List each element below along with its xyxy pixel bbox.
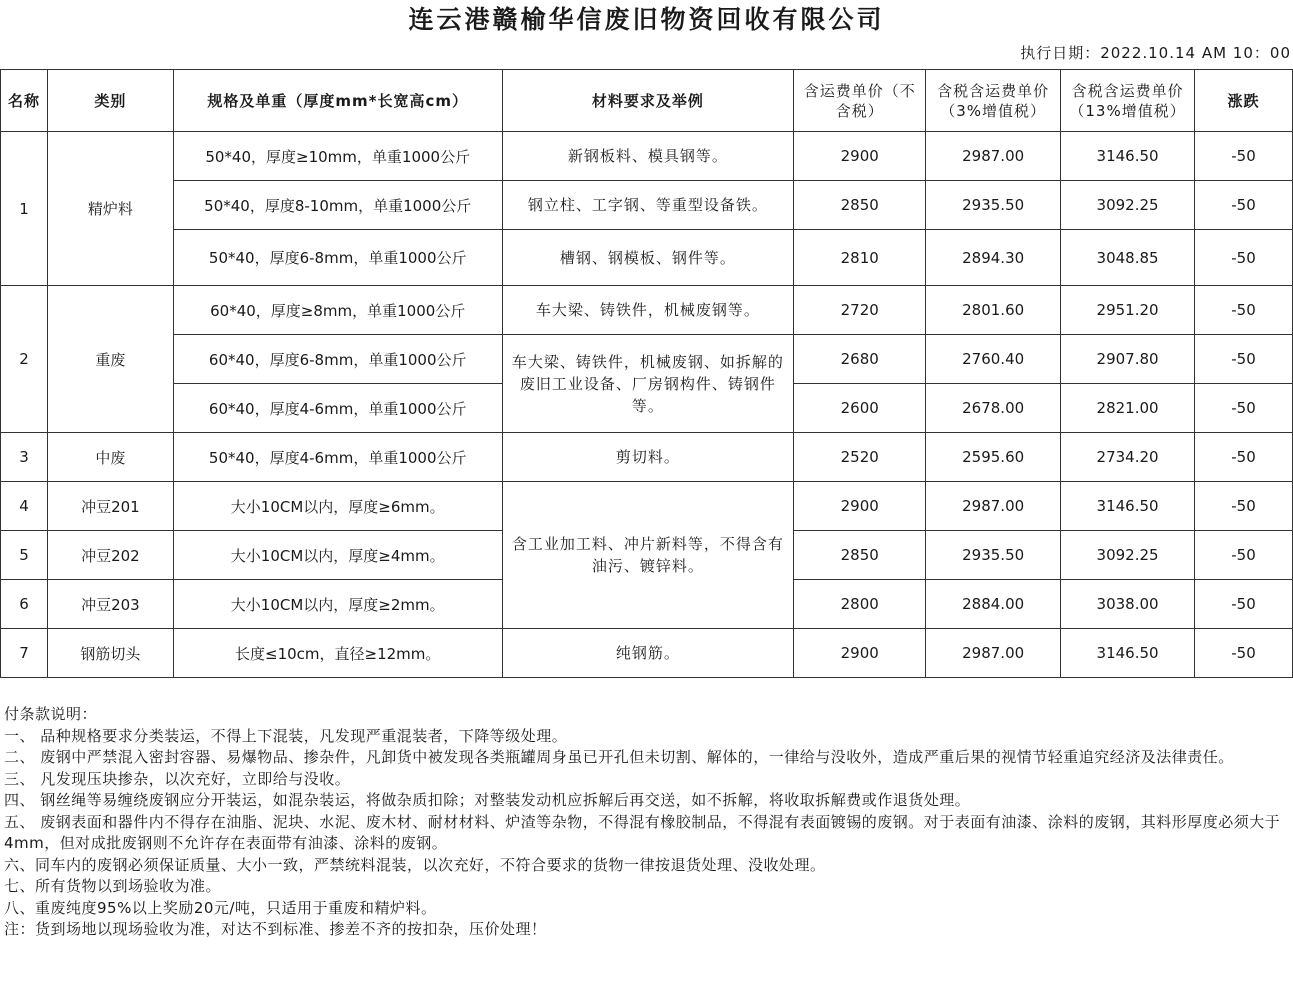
row-price-no-tax: 2850 — [794, 531, 926, 580]
row-price-3pct: 2894.30 — [926, 230, 1061, 286]
row-category: 钢筋切头 — [47, 629, 173, 678]
row-category: 精炉料 — [47, 132, 173, 286]
row-price-no-tax: 2900 — [794, 629, 926, 678]
row-requirement: 含工业加工料、冲片新料等，不得含有油污、镀锌料。 — [502, 482, 794, 629]
row-change: -50 — [1195, 384, 1293, 433]
note-item: 八、重废纯度95%以上奖励20元/吨，只适用于重废和精炉料。 — [4, 898, 437, 917]
note-item: 二、 废钢中严禁混入密封容器、易爆物品、掺杂件，凡卸货中被发现各类瓶罐周身虽已开孔但未切割、解体的，一律给与没收外，造成严重后果的视情节轻重追究经济及法律责任。 — [4, 748, 1234, 766]
company-title: 连云港赣榆华信废旧物资回收有限公司 — [408, 5, 885, 34]
row-change: -50 — [1195, 132, 1293, 181]
note-footer: 注：货到场地以现场验收为准，对达不到标准、掺差不齐的按扣杂，压价处理！ — [4, 920, 547, 938]
row-requirement: 车大梁、铸铁件，机械废钢、如拆解的废旧工业设备、厂房钢构件、铸钢件等。 — [502, 335, 794, 433]
row-price-3pct: 2987.00 — [926, 629, 1061, 678]
row-price-3pct: 2987.00 — [926, 482, 1061, 531]
row-spec: 60*40，厚度4-6mm，单重1000公斤 — [173, 384, 502, 433]
row-requirement: 新钢板料、模具钢等。 — [502, 132, 794, 181]
row-number: 7 — [1, 629, 48, 678]
row-category: 重废 — [47, 286, 173, 433]
row-number: 4 — [1, 482, 48, 531]
table-row — [1, 433, 1293, 482]
row-number: 3 — [1, 433, 48, 482]
row-price-no-tax: 2900 — [794, 482, 926, 531]
header-change: 涨跌 — [1195, 70, 1293, 132]
row-spec: 50*40，厚度8-10mm，单重1000公斤 — [173, 181, 502, 230]
row-price-13pct: 3146.50 — [1061, 629, 1195, 678]
table-row — [1, 482, 1293, 531]
row-spec: 50*40，厚度≥10mm，单重1000公斤 — [173, 132, 502, 181]
note-item: 四、 钢丝绳等易缠绕废钢应分开装运，如混杂装运，将做杂质扣除；对整装发动机应拆解后再交送，如不拆解，将收取拆解费或作退货处理。 — [4, 791, 971, 809]
note-item: 三、 凡发现压块掺杂，以次充好，立即给与没收。 — [4, 769, 351, 788]
row-change: -50 — [1195, 335, 1293, 384]
terms-notes — [4, 704, 1290, 941]
row-price-3pct: 2678.00 — [926, 384, 1061, 433]
row-change: -50 — [1195, 433, 1293, 482]
row-spec: 60*40，厚度6-8mm，单重1000公斤 — [173, 335, 502, 384]
row-change: -50 — [1195, 482, 1293, 531]
table-row — [1, 629, 1293, 678]
row-requirement: 槽钢、钢模板、钢件等。 — [502, 230, 794, 286]
row-price-no-tax: 2720 — [794, 286, 926, 335]
row-category: 冲豆203 — [47, 580, 173, 629]
table-row — [1, 181, 1293, 230]
row-number: 2 — [1, 286, 48, 433]
header-price-13pct: 含税含运费单价（13%增值税） — [1061, 70, 1195, 132]
row-spec: 大小10CM以内，厚度≥2mm。 — [173, 580, 502, 629]
header-row — [1, 70, 1293, 132]
row-price-13pct: 3146.50 — [1061, 132, 1195, 181]
row-price-13pct: 3038.00 — [1061, 580, 1195, 629]
row-price-3pct: 2884.00 — [926, 580, 1061, 629]
row-number: 1 — [1, 132, 48, 286]
row-requirement: 钢立柱、工字钢、等重型设备铁。 — [502, 181, 794, 230]
row-price-13pct: 2734.20 — [1061, 433, 1195, 482]
row-price-no-tax: 2850 — [794, 181, 926, 230]
row-change: -50 — [1195, 531, 1293, 580]
row-price-3pct: 2935.50 — [926, 531, 1061, 580]
row-change: -50 — [1195, 580, 1293, 629]
price-table — [0, 69, 1293, 678]
row-price-3pct: 2801.60 — [926, 286, 1061, 335]
row-price-13pct: 2907.80 — [1061, 335, 1195, 384]
row-change: -50 — [1195, 629, 1293, 678]
row-price-3pct: 2760.40 — [926, 335, 1061, 384]
header-requirement: 材料要求及举例 — [502, 70, 794, 132]
row-category: 冲豆201 — [47, 482, 173, 531]
execution-date: 执行日期：2022.10.14 AM 10：00 — [1020, 44, 1291, 62]
table-row — [1, 132, 1293, 181]
row-number: 6 — [1, 580, 48, 629]
note-item: 六、同车内的废钢必须保证质量、大小一致，严禁统料混装，以次充好，不符合要求的货物一律按退货处理、没收处理。 — [4, 855, 826, 874]
notes-heading: 付条款说明： — [4, 705, 98, 723]
row-number: 5 — [1, 531, 48, 580]
row-spec: 50*40，厚度6-8mm，单重1000公斤 — [173, 230, 502, 286]
row-category: 冲豆202 — [47, 531, 173, 580]
note-item: 一、 品种规格要求分类装运，不得上下混装，凡发现严重混装者，下降等级处理。 — [4, 726, 568, 745]
row-requirement: 车大梁、铸铁件，机械废钢等。 — [502, 286, 794, 335]
row-change: -50 — [1195, 181, 1293, 230]
row-price-13pct: 2821.00 — [1061, 384, 1195, 433]
row-price-no-tax: 2520 — [794, 433, 926, 482]
row-requirement: 纯钢筋。 — [502, 629, 794, 678]
header-name: 名称 — [1, 70, 48, 132]
header-category: 类别 — [47, 70, 173, 132]
row-spec: 60*40，厚度≥8mm，单重1000公斤 — [173, 286, 502, 335]
row-price-3pct: 2595.60 — [926, 433, 1061, 482]
row-price-no-tax: 2800 — [794, 580, 926, 629]
table-row — [1, 230, 1293, 286]
row-price-13pct: 3092.25 — [1061, 531, 1195, 580]
row-price-no-tax: 2680 — [794, 335, 926, 384]
row-spec: 大小10CM以内，厚度≥6mm。 — [173, 482, 502, 531]
row-change: -50 — [1195, 230, 1293, 286]
table-row — [1, 286, 1293, 335]
row-price-13pct: 3146.50 — [1061, 482, 1195, 531]
row-price-no-tax: 2810 — [794, 230, 926, 286]
row-price-3pct: 2987.00 — [926, 132, 1061, 181]
row-change: -50 — [1195, 286, 1293, 335]
table-row — [1, 335, 1293, 384]
row-price-3pct: 2935.50 — [926, 181, 1061, 230]
header-price-no-tax: 含运费单价（不含税） — [794, 70, 926, 132]
row-price-no-tax: 2600 — [794, 384, 926, 433]
row-price-13pct: 3048.85 — [1061, 230, 1195, 286]
header-price-3pct: 含税含运费单价（3%增值税） — [926, 70, 1061, 132]
row-requirement: 剪切料。 — [502, 433, 794, 482]
row-price-13pct: 2951.20 — [1061, 286, 1195, 335]
row-spec: 50*40，厚度4-6mm，单重1000公斤 — [173, 433, 502, 482]
row-price-13pct: 3092.25 — [1061, 181, 1195, 230]
note-item: 七、所有货物以到场验收为准。 — [4, 877, 222, 895]
row-spec: 长度≤10cm，直径≥12mm。 — [173, 629, 502, 678]
row-price-no-tax: 2900 — [794, 132, 926, 181]
header-spec: 规格及单重（厚度mm*长宽高cm） — [173, 70, 502, 132]
row-category: 中废 — [47, 433, 173, 482]
note-item: 五、 废钢表面和器件内不得存在油脂、泥块、水泥、废木材、耐材材料、炉渣等杂物，不得混有橡胶制品，不得混有表面镀锡的废钢。对于表面有油漆、涂料的废钢，其料形厚度必须大于4mm，但对成批废钢则不允许存在表面带有油漆、涂料的废钢。 — [4, 812, 1281, 852]
row-spec: 大小10CM以内，厚度≥4mm。 — [173, 531, 502, 580]
